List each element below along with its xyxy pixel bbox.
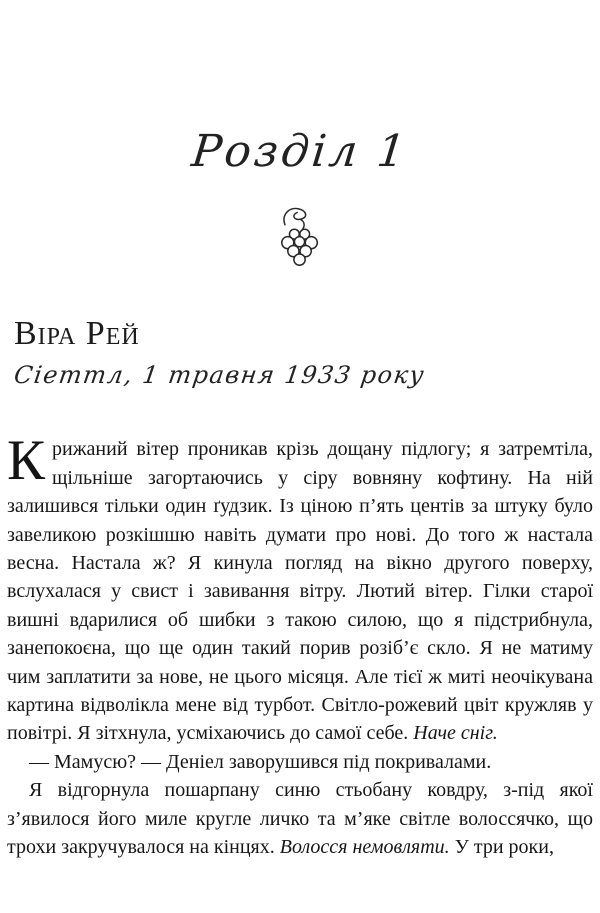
grape-ornament-icon <box>7 205 593 271</box>
section-heading: Віра Рей <box>14 314 140 352</box>
body-run: рижаний вітер проникав крізь дощану підлогу; я затремтіла, щільніше загортаючись у сіру вовняну кофтину. На ній залишився тільки один ґудзик. Із ціною п’ять центів за штуку було завеликою розкішшю навіть думати про нові. До того ж настала весна. Настала ж? Я кинула погляд на вікно другого поверху, вслухалася у свист і завивання вітру. Лютий вітер. Гілки старої вишні вдарилися об шибки з такою силою, що я підстрибнула, занепокоєна, що ще один такий порив розіб’є скло. Я не матиму чим заплатити за нове, не цього місяця. Але тієї ж миті неочікувана картина відволікла мене від турбот. Світло-рожевий цвіт кружляв у повітрі. Я зітхнула, усміхаючись до самої себе. <box>7 438 593 745</box>
body-run: — Мамусю? — Деніел заворушився під покривалами. <box>29 750 492 773</box>
emphasized-text: Волосся немовляти. <box>279 836 450 859</box>
emphasized-text: Наче сніг. <box>413 722 498 745</box>
paragraph <box>7 748 593 776</box>
paragraph <box>7 429 593 747</box>
book-page <box>0 126 600 913</box>
body-run: Я відгорнула пошарпану синю стьобану ковдру, з-під якої з’явилося його миле кругле личко та м’яке світле волоссячко, що трохи закручувалося на кінцях. <box>7 779 593 859</box>
chapter-title: Розділ 1 <box>189 126 411 177</box>
body-run: У три роки, <box>449 836 554 859</box>
body-text <box>7 429 593 861</box>
drop-cap: К <box>7 429 46 493</box>
dateline: Сіеттл, 1 травня 1933 року <box>12 361 427 390</box>
paragraph <box>7 776 593 861</box>
